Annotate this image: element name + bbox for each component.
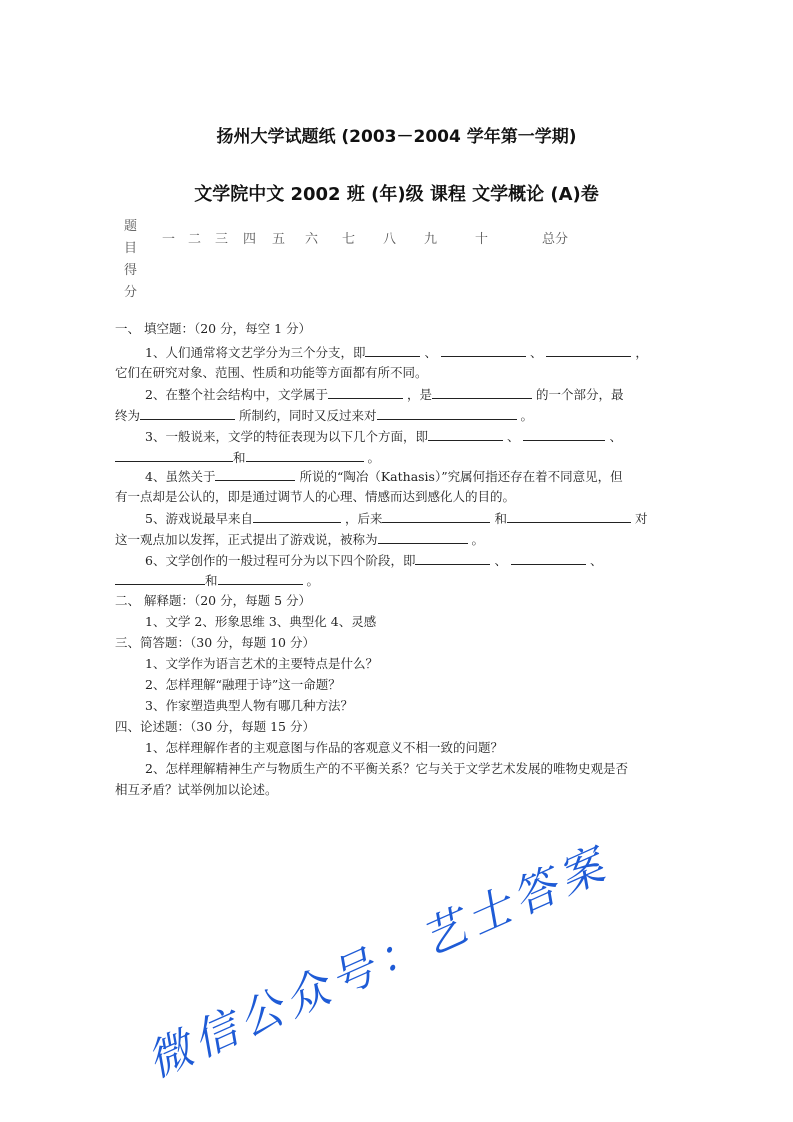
section-1-heading: 一、 填空题：（20 分，每空 1 分） — [115, 321, 312, 336]
question-text: 、 — [529, 345, 543, 360]
section-3-heading: 三、简答题：（30 分，每题 10 分） — [115, 635, 315, 650]
question-1-5 — [145, 509, 647, 528]
score-col: 四 — [243, 232, 257, 247]
question-1-4 — [145, 467, 623, 486]
question-text: 5、游戏说最早来自 — [145, 511, 253, 526]
answer-blank[interactable] — [215, 467, 295, 481]
answer-blank[interactable] — [507, 509, 631, 523]
exam-title: 扬州大学试题纸 (2003－2004 学年第一学期) — [216, 127, 577, 147]
question-text: 所说的“陶冶（Kathasis）”究属何指还存在着不同意见，但 — [299, 469, 623, 484]
question-text: 、 — [424, 345, 437, 360]
question-1-3 — [145, 427, 622, 446]
question-text: 1、人们通常将文艺学分为三个分支，即 — [145, 345, 366, 360]
question-text: ，是 — [406, 387, 432, 402]
answer-blank[interactable] — [415, 551, 490, 565]
question-1-2 — [145, 385, 623, 404]
answer-blank[interactable] — [328, 385, 403, 399]
question-text: ， — [635, 345, 648, 360]
answer-blank[interactable] — [365, 343, 420, 357]
answer-blank[interactable] — [511, 551, 586, 565]
score-col: 七 — [342, 232, 356, 247]
question-text: 和 — [494, 511, 507, 526]
answer-blank[interactable] — [140, 406, 235, 420]
question-text: 的一个部分，最 — [535, 387, 624, 402]
score-col: 一 — [162, 232, 176, 247]
answer-blank[interactable] — [377, 406, 517, 420]
question-1-2-cont — [115, 406, 533, 425]
question-text: 对 — [634, 511, 648, 526]
question-text: 。 — [471, 532, 485, 547]
question-4-2: 2、怎样理解精神生产与物质生产的不平衡关系？它与关于文学艺术发展的唯物史观是否 — [145, 761, 628, 776]
label-char: 分 — [124, 285, 138, 300]
question-text: 4、虽然关于 — [145, 469, 216, 484]
answer-blank[interactable] — [523, 427, 605, 441]
score-col: 九 — [424, 232, 438, 247]
question-3-1: 1、文学作为语言艺术的主要特点是什么？ — [145, 656, 378, 671]
answer-blank[interactable] — [115, 571, 205, 585]
answer-blank[interactable] — [378, 530, 468, 544]
question-1-3-cont — [115, 448, 380, 467]
question-text: 终为 — [115, 408, 141, 423]
score-col: 总分 — [542, 232, 569, 247]
question-3-3: 3、作家塑造典型人物有哪几种方法？ — [145, 698, 353, 713]
answer-blank[interactable] — [546, 343, 631, 357]
question-4-1: 1、怎样理解作者的主观意图与作品的客观意义不相一致的问题？ — [145, 740, 503, 755]
label-char: 题 — [124, 219, 138, 234]
answer-blank[interactable] — [253, 509, 341, 523]
question-text: 所制约，同时又反过来对 — [239, 408, 377, 423]
section-2-items: 1、文学 2、形象思维 3、典型化 4、灵感 — [145, 614, 377, 629]
score-col: 六 — [305, 232, 319, 247]
question-3-2: 2、怎样理解“融理于诗”这一命题？ — [145, 677, 341, 692]
score-col: 八 — [383, 232, 397, 247]
section-2-heading: 二、 解释题：（20 分，每题 5 分） — [115, 593, 312, 608]
answer-blank[interactable] — [218, 571, 303, 585]
question-text: 。 — [367, 450, 381, 465]
answer-blank[interactable] — [115, 448, 233, 462]
score-row-label — [124, 216, 140, 304]
question-text: 、 — [506, 429, 520, 444]
question-text: 、 — [609, 429, 622, 444]
question-text: 。 — [520, 408, 534, 423]
question-text: 、 — [589, 553, 603, 568]
question-4-2-cont: 相互矛盾？试举例加以论述。 — [115, 782, 278, 797]
question-text: 3、一般说来，文学的特征表现为以下几个方面，即 — [145, 429, 428, 444]
label-char: 得 — [124, 263, 138, 278]
answer-blank[interactable] — [428, 427, 503, 441]
answer-blank[interactable] — [246, 448, 364, 462]
question-text: ，后来 — [344, 511, 383, 526]
question-text: 和 — [205, 573, 218, 588]
question-1-6 — [145, 551, 602, 570]
question-1-6-cont — [115, 571, 319, 590]
question-1-1-cont: 它们在研究对象、范围、性质和功能等方面都有所不同。 — [115, 365, 428, 380]
answer-blank[interactable] — [382, 509, 490, 523]
question-text: 、 — [494, 553, 507, 568]
question-text: 6、文学创作的一般过程可分为以下四个阶段，即 — [145, 553, 416, 568]
question-text: 这一观点加以发挥，正式提出了游戏说，被称为 — [115, 532, 378, 547]
score-col: 三 — [215, 232, 229, 247]
question-text: 2、在整个社会结构中，文学属于 — [145, 387, 328, 402]
label-char: 目 — [124, 241, 138, 256]
answer-blank[interactable] — [432, 385, 532, 399]
question-text: 。 — [306, 573, 320, 588]
question-text: 和 — [233, 450, 246, 465]
exam-subtitle: 文学院中文 2002 班 (年)级 课程 文学概论 (A)卷 — [194, 184, 599, 205]
question-1-1 — [145, 343, 648, 362]
score-col: 五 — [272, 232, 286, 247]
question-1-4-cont: 有一点却是公认的，即是通过调节人的心理、情感而达到感化人的目的。 — [115, 489, 516, 504]
section-4-heading: 四、论述题：（30 分，每题 15 分） — [115, 719, 315, 734]
question-1-5-cont — [115, 530, 484, 549]
score-col: 二 — [188, 232, 202, 247]
answer-blank[interactable] — [441, 343, 526, 357]
score-col: 十 — [475, 232, 489, 247]
watermark: 微信公众号：艺士答案 — [139, 837, 617, 1088]
